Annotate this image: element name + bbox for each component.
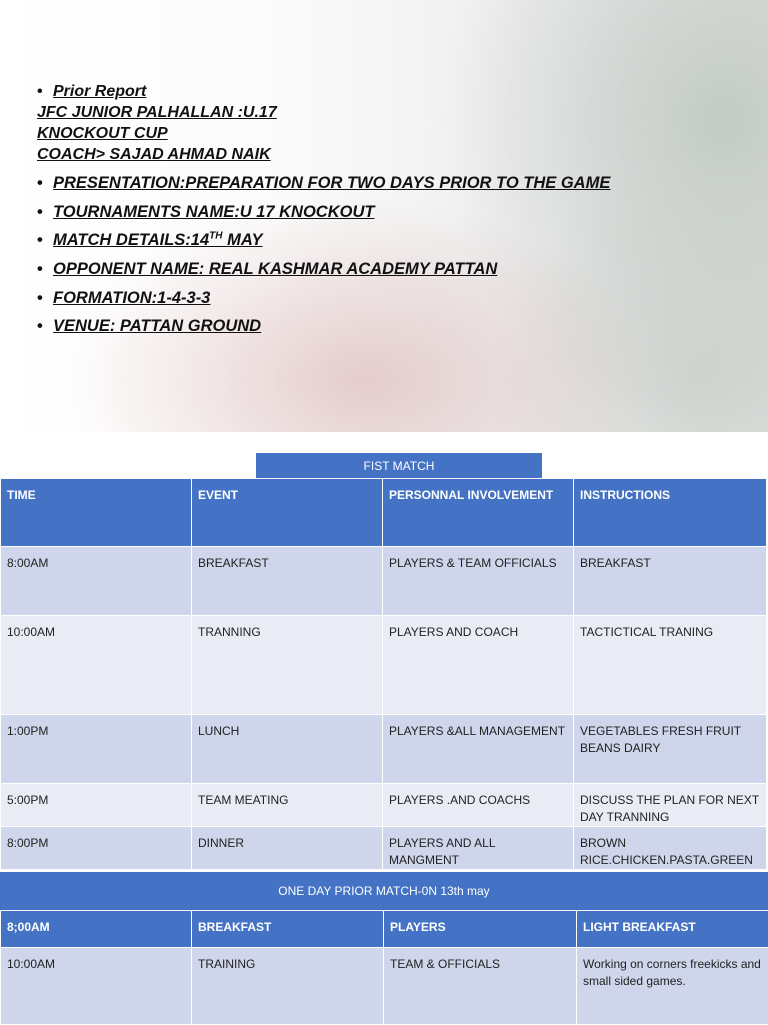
table-cell: TRANNING [192,616,383,715]
match-details-prefix: MATCH DETAILS:14 [53,231,209,249]
match-details-suffix: MAY [222,231,262,249]
table-cell: BROWN RICE.CHICKEN.PASTA.GREEN [574,827,767,870]
header-cell: PERSONNAL INVOLVEMENT [383,479,574,547]
bullet: • [37,173,53,193]
first-schedule-table [0,478,767,870]
tournament-line [37,202,374,222]
table-cell: PLAYERS AND ALL MANGMENT [383,827,574,870]
table-cell: Working on corners freekicks and small sided games. [577,948,768,1025]
formation-text: FORMATION:1-4-3-3 [53,289,210,307]
bullet: • [37,316,53,336]
table-cell: LUNCH [192,715,383,784]
table-cell: TRAINING [192,948,384,1025]
match-details-line [37,230,263,250]
bullet: • [37,259,53,279]
table-cell: TACTICTICAL TRANING [574,616,767,715]
match-details-sup: TH [209,231,222,242]
table-cell: 10:00AM [1,948,192,1025]
table-cell: 8:00AM [1,547,192,616]
table-row [1,616,767,715]
table-row [1,948,768,1025]
header-cell: TIME [1,479,192,547]
venue-line [37,316,261,336]
second-schedule-table [0,910,768,1025]
presentation-text: PRESENTATION:PREPARATION FOR TWO DAYS PRIOR TO THE GAME [53,174,610,192]
bullet: • [37,202,53,222]
bullet: • [37,230,53,250]
opponent-line [37,259,497,279]
cup-name: KNOCKOUT CUP [37,124,168,144]
table-cell: PLAYERS AND COACH [383,616,574,715]
presentation-line [37,173,610,193]
table-row [1,547,767,616]
table-cell: 10:00AM [1,616,192,715]
table-cell: TEAM MEATING [192,784,383,827]
first-table-header-row [1,479,767,547]
coach-name: COACH> SAJAD AHMAD NAIK [37,145,271,165]
table-cell: PLAYERS & TEAM OFFICIALS [383,547,574,616]
report-slide [0,0,768,432]
match-details-text [53,231,263,249]
tournament-text: TOURNAMENTS NAME:U 17 KNOCKOUT [53,203,374,221]
table-cell: 5:00PM [1,784,192,827]
club-name: JFC JUNIOR PALHALLAN :U.17 [37,103,277,123]
table-row [1,784,767,827]
second-table-header-row [1,911,768,948]
second-table-banner: ONE DAY PRIOR MATCH-0N 13th may [0,872,768,910]
formation-line [37,288,210,308]
table-cell: BREAKFAST [192,547,383,616]
first-table-banner: FIST MATCH [256,453,542,478]
report-title-line [37,82,146,102]
table-cell: PLAYERS &ALL MANAGEMENT [383,715,574,784]
bullet: • [37,288,53,308]
table-cell: PLAYERS .AND COACHS [383,784,574,827]
table-row [1,827,767,870]
opponent-text: OPPONENT NAME: REAL KASHMAR ACADEMY PATTAN [53,260,497,278]
table-cell: DINNER [192,827,383,870]
table-row [1,715,767,784]
table-cell: 1:00PM [1,715,192,784]
table-cell: TEAM & OFFICIALS [384,948,577,1025]
table-cell: BREAKFAST [574,547,767,616]
table-cell: VEGETABLES FRESH FRUIT BEANS DAIRY [574,715,767,784]
header-cell: INSTRUCTIONS [574,479,767,547]
venue-text: VENUE: PATTAN GROUND [53,317,261,335]
table-cell: 8:00PM [1,827,192,870]
header-cell: BREAKFAST [192,911,384,948]
header-cell: LIGHT BREAKFAST [577,911,768,948]
report-title: Prior Report [53,83,146,100]
bullet: • [37,82,53,102]
header-cell: PLAYERS [384,911,577,948]
table-cell: DISCUSS THE PLAN FOR NEXT DAY TRANNING [574,784,767,827]
header-cell: EVENT [192,479,383,547]
header-cell: 8;00AM [1,911,192,948]
